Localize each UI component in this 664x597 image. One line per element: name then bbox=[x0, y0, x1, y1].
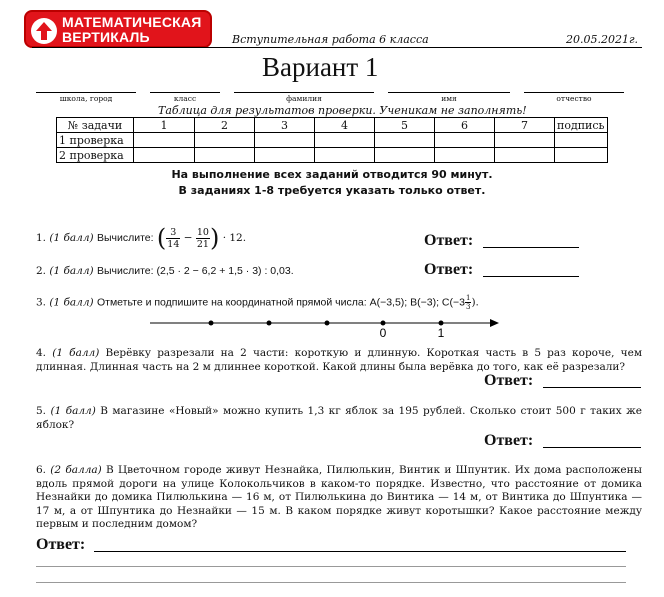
task-6 bbox=[36, 464, 642, 532]
tick-dot bbox=[267, 321, 272, 326]
table-header-cell: 5 bbox=[375, 118, 435, 133]
fraction: $\frac{10}{21}$ bbox=[196, 226, 209, 250]
field-surname[interactable]: фамилия bbox=[234, 92, 374, 103]
task-points: (1 балл) bbox=[52, 347, 100, 359]
task-3: 3. (1 балл) Отметьте и подпишите на координатной прямой числа: A(−3,5); B(−3); C(−3 $\frac{1}{3}$ ). bbox=[36, 294, 479, 311]
field-school[interactable]: школа, город bbox=[36, 92, 136, 103]
signature-cell[interactable] bbox=[555, 148, 608, 163]
logo-line1: МАТЕМАТИЧЕСКАЯ bbox=[62, 14, 202, 30]
task-text: В Цветочном городе живут Незнайка, Пилюлькин, Винтик и Шпунтик. Их дома расположены вдоль прямой дороги на улице Колокольчиков в каком-то порядке. Известно, что расстояние от домика Незнайки до домика Пилюлькина — 16 м, от Пилюлькина до Винтика — 14 м, от Винтика до Шпунтика — 17 м, а от Шпунтика до Незнайки — 15 м. В каком порядке живут коротышки? Какое расстояние между первым и последним домом? bbox=[36, 464, 642, 530]
answer-label-2: Ответ: bbox=[424, 261, 474, 278]
arrow-up-icon bbox=[31, 18, 57, 44]
score-cell[interactable] bbox=[255, 148, 315, 163]
logo-text bbox=[62, 15, 201, 45]
table-header-cell: 2 bbox=[195, 118, 255, 133]
score-cell[interactable] bbox=[495, 133, 555, 148]
table-header-cell: 1 bbox=[134, 118, 195, 133]
table-caption: Таблица для результатов проверки. Ученикам не заполнять! bbox=[158, 104, 527, 117]
task-text: Верёвку разрезали на 2 части: короткую и длинную. Короткая часть в 5 раз короче, чем длинная. Длинная часть на 2 м длиннее короткой. Какой длины была верёвка до того, как её разрезали? bbox=[36, 347, 642, 373]
task-4 bbox=[36, 347, 642, 374]
task-number: 1. bbox=[36, 232, 47, 244]
answer-field-5[interactable] bbox=[543, 447, 641, 448]
answer-label-1: Ответ: bbox=[424, 232, 474, 249]
tick-dot bbox=[381, 321, 386, 326]
header-title: Вступительная работа 6 класса bbox=[232, 33, 429, 46]
answer-field-4[interactable] bbox=[543, 387, 641, 388]
table-header-cell: 3 bbox=[255, 118, 315, 133]
row-label: 1 проверка bbox=[57, 133, 134, 148]
tick-dot bbox=[209, 321, 214, 326]
table-header-cell: 6 bbox=[435, 118, 495, 133]
instruction-answers: В заданиях 1-8 требуется указать только ответ. bbox=[178, 184, 486, 197]
instruction-time: На выполнение всех заданий отводится 90 минут. bbox=[171, 168, 493, 181]
answer-line-extra[interactable] bbox=[36, 582, 626, 583]
score-cell[interactable] bbox=[375, 148, 435, 163]
fraction: $\frac{1}{3}$ bbox=[465, 294, 471, 311]
tick-dot bbox=[439, 321, 444, 326]
answer-label-5: Ответ: bbox=[484, 432, 534, 449]
fraction: $\frac{3}{14}$ bbox=[167, 226, 180, 250]
header-divider bbox=[32, 47, 642, 48]
field-patronymic[interactable]: отчество bbox=[524, 92, 624, 103]
answer-field-1[interactable] bbox=[483, 247, 579, 248]
answer-field-6[interactable] bbox=[94, 551, 626, 552]
answer-label-6: Ответ: bbox=[36, 536, 86, 553]
score-cell[interactable] bbox=[195, 133, 255, 148]
tick-label-0: 0 bbox=[379, 326, 387, 340]
task-number: 3. bbox=[36, 296, 47, 309]
score-cell[interactable] bbox=[315, 133, 375, 148]
task-number: 6. bbox=[36, 464, 47, 476]
task-points: (1 балл) bbox=[49, 232, 94, 244]
signature-cell[interactable] bbox=[555, 133, 608, 148]
logo bbox=[24, 10, 212, 48]
task-points: (1 балл) bbox=[49, 265, 94, 277]
field-name[interactable]: имя bbox=[388, 92, 510, 103]
task-text: Вычислите: bbox=[96, 232, 154, 244]
table-header-cell: подпись bbox=[555, 118, 608, 133]
task-5 bbox=[36, 405, 642, 432]
task-points: (2 балла) bbox=[50, 464, 102, 476]
logo-line2: ВЕРТИКАЛЬ bbox=[62, 29, 150, 45]
score-cell[interactable] bbox=[435, 148, 495, 163]
table-header-cell: 7 bbox=[495, 118, 555, 133]
score-cell[interactable] bbox=[134, 148, 195, 163]
score-cell[interactable] bbox=[134, 133, 195, 148]
score-cell[interactable] bbox=[495, 148, 555, 163]
score-cell[interactable] bbox=[375, 133, 435, 148]
task-2 bbox=[36, 265, 294, 277]
task-1: 1. (1 балл) Вычислите: ( $\frac{3}{14}$ − $\frac{10}{21}$ ) · 12. bbox=[36, 224, 247, 252]
answer-line-extra[interactable] bbox=[36, 566, 626, 567]
task-number: 2. bbox=[36, 265, 47, 277]
score-cell[interactable] bbox=[315, 148, 375, 163]
score-cell[interactable] bbox=[195, 148, 255, 163]
arrow-right-icon bbox=[490, 319, 499, 327]
score-cell[interactable] bbox=[255, 133, 315, 148]
task-points: (1 балл) bbox=[50, 405, 96, 417]
tick-dot bbox=[325, 321, 330, 326]
table-row bbox=[57, 148, 608, 163]
answer-field-2[interactable] bbox=[483, 276, 579, 277]
field-class[interactable]: класс bbox=[150, 92, 220, 103]
table-header-row bbox=[57, 118, 608, 133]
header-date: 20.05.2021г. bbox=[566, 33, 639, 46]
row-label: 2 проверка bbox=[57, 148, 134, 163]
score-cell[interactable] bbox=[435, 133, 495, 148]
table-header-cell: 4 bbox=[315, 118, 375, 133]
table-row bbox=[57, 133, 608, 148]
task-points: (1 балл) bbox=[49, 296, 94, 309]
table-header-cell: № задачи bbox=[57, 118, 134, 133]
variant-title: Вариант 1 bbox=[262, 52, 379, 82]
results-table bbox=[56, 117, 608, 163]
task-text: Вычислите: (2,5 · 2 − 6,2 + 1,5 · 3) : 0,03. bbox=[96, 265, 294, 277]
task-number: 5. bbox=[36, 405, 47, 417]
answer-label-4: Ответ: bbox=[484, 372, 534, 389]
tick-label-1: 1 bbox=[437, 326, 445, 340]
task-number: 4. bbox=[36, 347, 47, 359]
number-line[interactable] bbox=[150, 312, 500, 340]
task-text: В магазине «Новый» можно купить 1,3 кг яблок за 195 рублей. Сколько стоит 500 г таких же яблок? bbox=[36, 405, 642, 431]
task-text: Отметьте и подпишите на координатной прямой числа: A(−3,5); B(−3); C(−3 bbox=[96, 296, 465, 309]
